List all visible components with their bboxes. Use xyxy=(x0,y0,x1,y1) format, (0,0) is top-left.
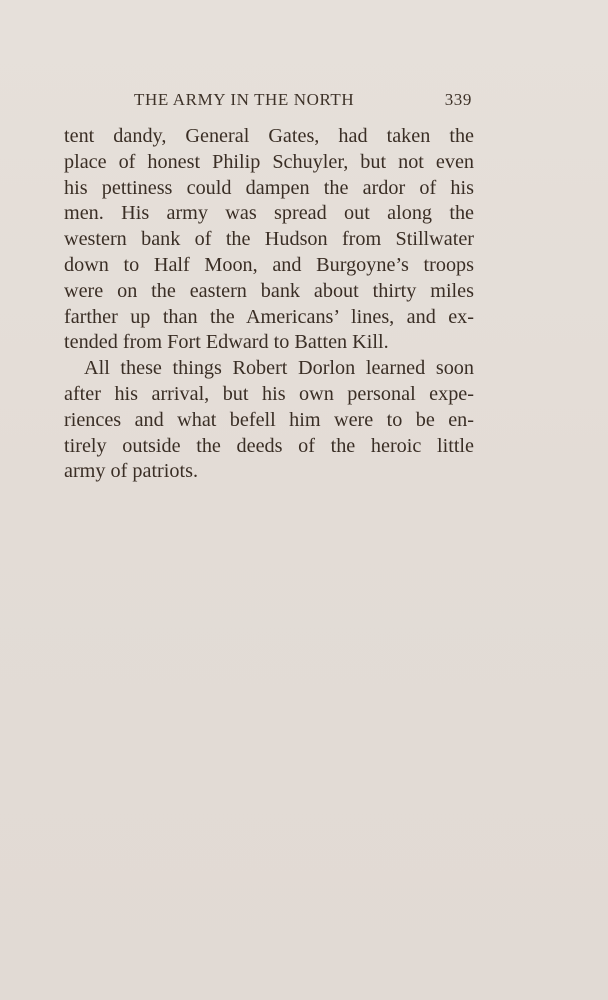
text-line: tirely outside the deeds of the heroic little xyxy=(64,434,474,457)
text-line: farther up than the Americans’ lines, and ex- xyxy=(64,305,474,328)
text-line: were on the eastern bank about thirty miles xyxy=(64,279,474,302)
running-head xyxy=(62,90,472,114)
text-line: tended from Fort Edward to Batten Kill. xyxy=(64,331,389,354)
text-line: tent dandy, General Gates, had taken the xyxy=(64,125,474,147)
text-line: down to Half Moon, and Burgoyne’s troops xyxy=(64,253,474,276)
text-line: All these things Robert Dorlon learned soon xyxy=(84,357,474,380)
text-line: after his arrival, but his own personal expe- xyxy=(64,382,474,405)
text-line: men. His army was spread out along the xyxy=(64,202,474,225)
page-number: 339 xyxy=(444,90,472,109)
body-text xyxy=(64,124,474,485)
paragraph-1 xyxy=(64,124,474,356)
text-line: army of patriots. xyxy=(64,460,198,483)
running-head-title: THE ARMY IN THE NORTH xyxy=(134,90,355,109)
text-line: western bank of the Hudson from Stillwater xyxy=(64,228,474,251)
text-line: his pettiness could dampen the ardor of his xyxy=(64,176,474,199)
text-line: riences and what befell him were to be en- xyxy=(64,408,474,431)
text-line: place of honest Philip Schuyler, but not even xyxy=(64,150,474,173)
paragraph-2 xyxy=(64,356,474,485)
